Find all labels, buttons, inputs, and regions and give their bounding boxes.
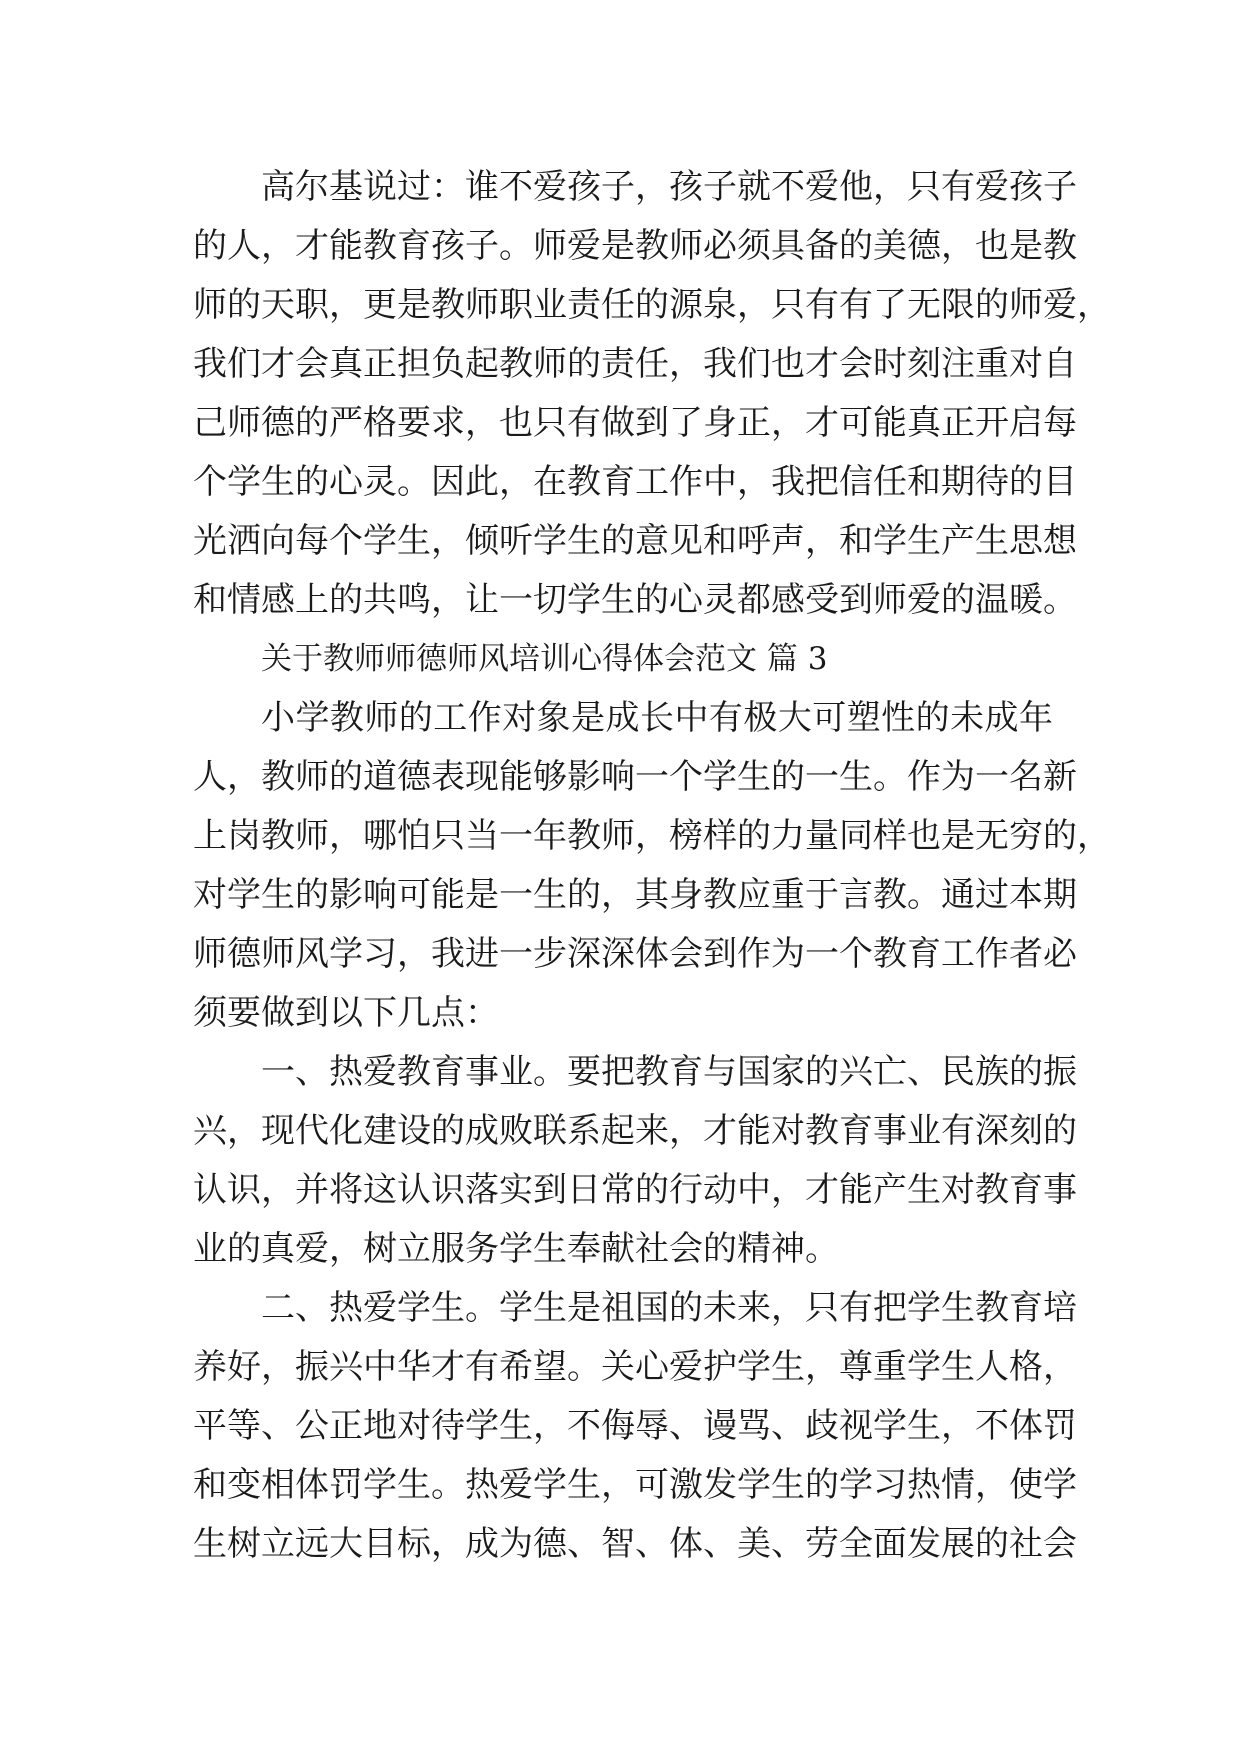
paragraph-1-line-4: 我们才会真正担负起教师的责任，我们也才会时刻注重对自 <box>193 344 1077 384</box>
paragraph-1-line-6: 个学生的心灵。因此，在教育工作中，我把信任和期待的目 <box>193 462 1077 502</box>
paragraph-1-line-3: 师的天职，更是教师职业责任的源泉，只有有了无限的师爱， <box>193 285 1111 325</box>
paragraph-3-line-6: 须要做到以下几点： <box>193 993 499 1033</box>
paragraph-4-line-2: 兴，现代化建设的成败联系起来，才能对教育事业有深刻的 <box>193 1111 1077 1151</box>
paragraph-1-line-2: 的人，才能教育孩子。师爱是教师必须具备的美德，也是教 <box>193 226 1077 266</box>
paragraph-1-line-5: 己师德的严格要求，也只有做到了身正，才可能真正开启每 <box>193 403 1077 443</box>
paragraph-5-line-1: 二、热爱学生。学生是祖国的未来，只有把学生教育培 <box>261 1288 1077 1328</box>
paragraph-5-line-2: 养好，振兴中华才有希望。关心爱护学生，尊重学生人格， <box>193 1347 1077 1387</box>
paragraph-1-line-7: 光洒向每个学生，倾听学生的意见和呼声，和学生产生思想 <box>193 521 1077 561</box>
document-body <box>193 158 1111 1574</box>
paragraph-3-line-4: 对学生的影响可能是一生的，其身教应重于言教。通过本期 <box>193 875 1077 915</box>
paragraph-3-line-5: 师德师风学习，我进一步深深体会到作为一个教育工作者必 <box>193 934 1077 974</box>
paragraph-1-line-8: 和情感上的共鸣，让一切学生的心灵都感受到师爱的温暖。 <box>193 580 1077 620</box>
paragraph-4-line-1: 一、热爱教育事业。要把教育与国家的兴亡、民族的振 <box>261 1052 1077 1092</box>
paragraph-5-line-3: 平等、公正地对待学生，不侮辱、谩骂、歧视学生，不体罚 <box>193 1406 1077 1446</box>
paragraph-1-line-1: 高尔基说过：谁不爱孩子，孩子就不爱他，只有爱孩子 <box>261 167 1077 207</box>
section-heading: 关于教师师德师风培训心得体会范文 篇 3 <box>261 641 828 677</box>
paragraph-5-line-4: 和变相体罚学生。热爱学生，可激发学生的学习热情，使学 <box>193 1465 1077 1505</box>
paragraph-3-line-2: 人，教师的道德表现能够影响一个学生的一生。作为一名新 <box>193 757 1077 797</box>
paragraph-4-line-3: 认识，并将这认识落实到日常的行动中，才能产生对教育事 <box>193 1170 1077 1210</box>
paragraph-3-line-3: 上岗教师，哪怕只当一年教师，榜样的力量同样也是无穷的， <box>193 816 1111 856</box>
paragraph-5-line-5: 生树立远大目标，成为德、智、体、美、劳全面发展的社会 <box>193 1524 1077 1564</box>
paragraph-4-line-4: 业的真爱，树立服务学生奉献社会的精神。 <box>193 1229 839 1269</box>
paragraph-3-line-1: 小学教师的工作对象是成长中有极大可塑性的未成年 <box>261 698 1053 738</box>
